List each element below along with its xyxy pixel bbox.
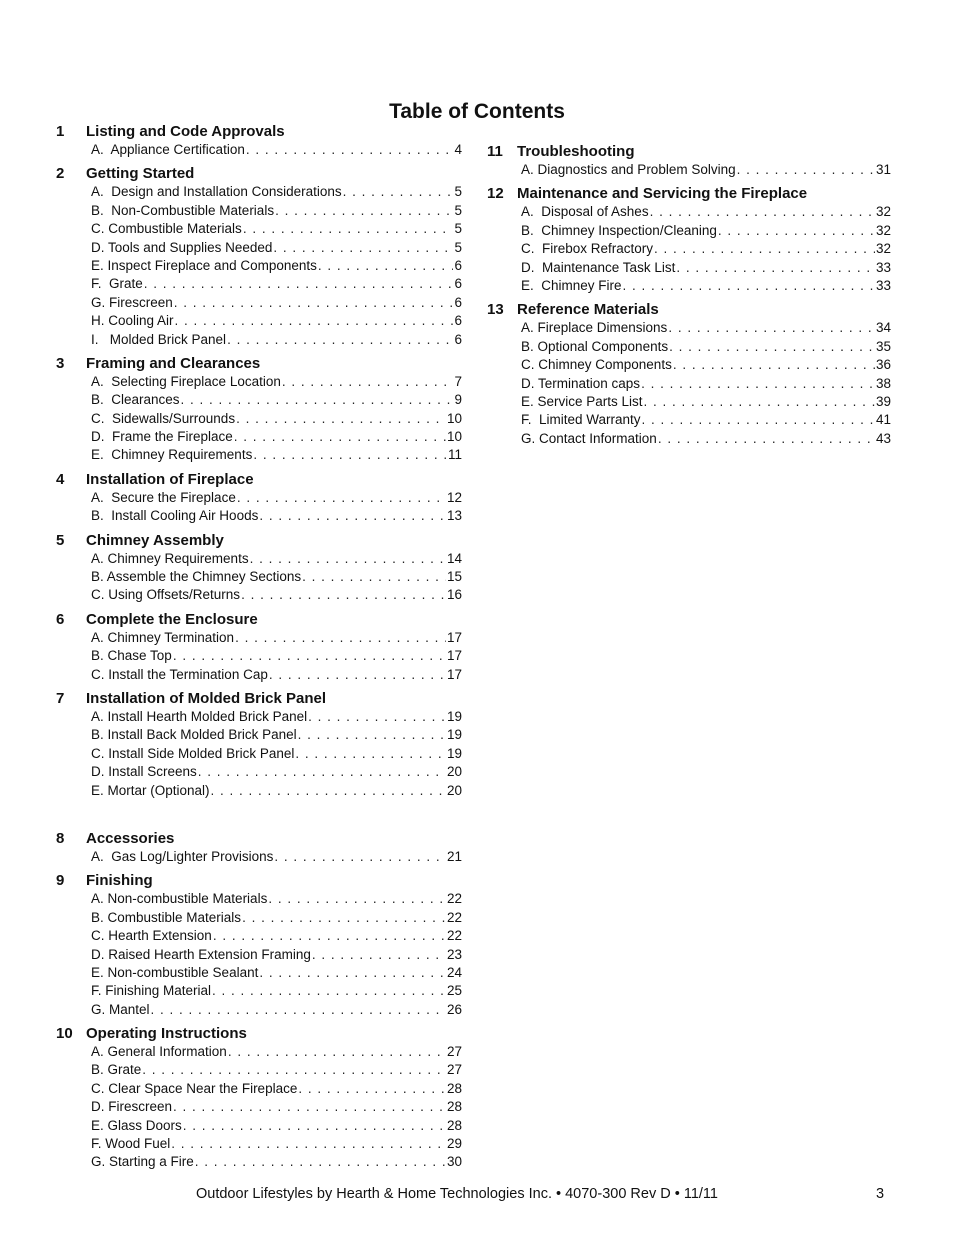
entry-label: D. Firescreen xyxy=(91,1099,173,1115)
toc-entry[interactable] xyxy=(487,356,891,374)
section-heading[interactable] xyxy=(56,165,462,183)
entry-page-number: 33 xyxy=(875,277,891,293)
entry-page-number: 6 xyxy=(454,331,462,347)
entry-label: I. Molded Brick Panel xyxy=(91,331,227,347)
toc-section xyxy=(487,185,891,295)
section-title: Installation of Fireplace xyxy=(86,470,254,488)
entry-page-number: 5 xyxy=(454,202,462,218)
entry-page-number: 25 xyxy=(446,983,462,999)
dot-leader xyxy=(250,550,446,568)
entry-label: C. Hearth Extension xyxy=(91,928,212,944)
dot-leader xyxy=(668,319,875,337)
entry-label: G. Mantel xyxy=(91,1001,150,1017)
section-title: Accessories xyxy=(86,829,175,847)
dot-leader xyxy=(312,946,446,964)
entry-label: B. Non-Combustible Materials xyxy=(91,202,275,218)
page-number: 3 xyxy=(876,1186,885,1202)
toc-entry[interactable] xyxy=(487,375,891,393)
toc-section xyxy=(56,830,462,866)
toc-entry[interactable] xyxy=(56,141,462,159)
section-number: 6 xyxy=(56,610,65,628)
dot-leader xyxy=(676,259,875,277)
toc-section xyxy=(56,471,462,526)
dot-leader xyxy=(282,373,454,391)
entry-label: D. Install Screens xyxy=(91,764,197,780)
toc-entry[interactable] xyxy=(487,240,891,258)
entry-label: E. Inspect Fireplace and Components xyxy=(91,257,317,273)
dot-leader xyxy=(243,220,454,238)
toc-entry[interactable] xyxy=(56,726,462,744)
entry-page-number: 27 xyxy=(446,1044,462,1060)
section-number: 4 xyxy=(56,470,65,488)
entry-page-number: 36 xyxy=(875,357,891,373)
toc-entry[interactable] xyxy=(56,331,462,349)
toc-entry[interactable] xyxy=(56,1135,462,1153)
entry-label: E. Service Parts List xyxy=(521,393,643,409)
entry-page-number: 32 xyxy=(875,222,891,238)
dot-leader xyxy=(644,393,875,411)
dot-leader xyxy=(295,745,446,763)
entry-page-number: 39 xyxy=(875,393,891,409)
dot-leader xyxy=(235,629,446,647)
entry-page-number: 19 xyxy=(446,745,462,761)
entry-label: C. Firebox Refractory xyxy=(521,241,654,257)
dot-leader xyxy=(173,1098,446,1116)
toc-section xyxy=(487,301,891,448)
entry-page-number: 28 xyxy=(446,1117,462,1133)
dot-leader xyxy=(144,275,454,293)
entry-label: A. Secure the Fireplace xyxy=(91,489,236,505)
toc-entry[interactable] xyxy=(56,183,462,201)
entry-page-number: 15 xyxy=(446,569,462,585)
section-title: Chimney Assembly xyxy=(86,531,224,549)
dot-leader xyxy=(174,294,454,312)
toc-entry[interactable] xyxy=(487,222,891,240)
toc-section xyxy=(56,690,462,800)
toc-entry[interactable] xyxy=(56,1001,462,1019)
toc-left-column xyxy=(56,123,462,1178)
toc-entry[interactable] xyxy=(56,410,462,428)
dot-leader xyxy=(171,1135,446,1153)
entry-page-number: 32 xyxy=(875,241,891,257)
dot-leader xyxy=(658,430,875,448)
toc-entry[interactable] xyxy=(487,161,891,179)
entry-page-number: 6 xyxy=(454,294,462,310)
toc-entry[interactable] xyxy=(487,430,891,448)
toc-entry[interactable] xyxy=(56,1043,462,1061)
entry-label: B. Combustible Materials xyxy=(91,909,242,925)
entry-page-number: 22 xyxy=(446,891,462,907)
section-title: Listing and Code Approvals xyxy=(86,123,285,140)
entry-label: D. Tools and Supplies Needed xyxy=(91,239,273,255)
dot-leader xyxy=(302,568,446,586)
dot-leader xyxy=(641,375,875,393)
toc-entry[interactable] xyxy=(487,259,891,277)
toc-entry[interactable] xyxy=(56,708,462,726)
section-heading[interactable] xyxy=(56,872,462,890)
toc-entry[interactable] xyxy=(56,568,462,586)
entry-label: G. Contact Information xyxy=(521,430,657,446)
toc-entry[interactable] xyxy=(56,257,462,275)
entry-label: D. Maintenance Task List xyxy=(521,259,676,275)
dot-leader xyxy=(228,1043,446,1061)
section-number: 3 xyxy=(56,354,65,372)
dot-leader xyxy=(673,356,875,374)
toc-entry[interactable] xyxy=(56,239,462,257)
toc-section xyxy=(56,532,462,605)
section-title: Maintenance and Servicing the Fireplace xyxy=(517,185,808,203)
entry-label: H. Cooling Air xyxy=(91,313,174,329)
section-number: 11 xyxy=(487,143,503,160)
entry-page-number: 4 xyxy=(454,142,462,157)
entry-label: A. Diagnostics and Problem Solving xyxy=(521,162,736,177)
dot-leader xyxy=(274,848,446,866)
toc-entry[interactable] xyxy=(487,277,891,295)
entry-page-number: 34 xyxy=(875,320,891,336)
section-heading[interactable] xyxy=(56,532,462,550)
toc-entry[interactable] xyxy=(56,507,462,525)
entry-label: F. Limited Warranty xyxy=(521,412,641,428)
entry-page-number: 22 xyxy=(446,928,462,944)
toc-entry[interactable] xyxy=(487,203,891,221)
entry-page-number: 26 xyxy=(446,1001,462,1017)
toc-entry[interactable] xyxy=(56,848,462,866)
dot-leader xyxy=(173,647,446,665)
entry-label: A. Chimney Termination xyxy=(91,629,235,645)
toc-entry[interactable] xyxy=(56,1098,462,1116)
dot-leader xyxy=(212,982,446,1000)
dot-leader xyxy=(227,331,453,349)
entry-page-number: 7 xyxy=(454,373,462,389)
toc-entry[interactable] xyxy=(56,550,462,568)
entry-label: E. Mortar (Optional) xyxy=(91,782,210,798)
toc-entry[interactable] xyxy=(56,391,462,409)
entry-label: A. Gas Log/Lighter Provisions xyxy=(91,848,274,864)
entry-page-number: 29 xyxy=(446,1136,462,1152)
dot-leader xyxy=(268,890,446,908)
toc-entry[interactable] xyxy=(56,629,462,647)
entry-page-number: 38 xyxy=(875,375,891,391)
entry-page-number: 6 xyxy=(454,276,462,292)
section-number: 13 xyxy=(487,301,504,319)
entry-label: B. Chase Top xyxy=(91,648,172,664)
toc-entry[interactable] xyxy=(56,647,462,665)
entry-page-number: 17 xyxy=(446,666,462,682)
section-number: 10 xyxy=(56,1025,73,1043)
entry-label: E. Chimney Requirements xyxy=(91,447,253,463)
entry-label: C. Install Side Molded Brick Panel xyxy=(91,745,295,761)
section-number: 9 xyxy=(56,872,65,890)
section-title: Installation of Molded Brick Panel xyxy=(86,689,327,707)
dot-leader xyxy=(183,1117,446,1135)
section-title: Reference Materials xyxy=(517,301,659,319)
dot-leader xyxy=(642,411,875,429)
section-title: Framing and Clearances xyxy=(86,354,261,372)
section-heading[interactable] xyxy=(56,611,462,629)
toc-entry[interactable] xyxy=(56,1061,462,1079)
entry-label: A. Non-combustible Materials xyxy=(91,891,268,907)
entry-page-number: 12 xyxy=(446,489,462,505)
entry-label: F. Grate xyxy=(91,276,143,292)
dot-leader xyxy=(669,338,875,356)
footer-text: Outdoor Lifestyles by Hearth & Home Technologies Inc. • 4070-300 Rev D • 11/11 xyxy=(196,1186,718,1202)
section-title: Troubleshooting xyxy=(517,143,635,160)
entry-label: F. Finishing Material xyxy=(91,983,212,999)
entry-label: A. Chimney Requirements xyxy=(91,550,249,566)
dot-leader xyxy=(298,726,446,744)
dot-leader xyxy=(175,312,454,330)
toc-entry[interactable] xyxy=(56,666,462,684)
toc-entry[interactable] xyxy=(56,1080,462,1098)
dot-leader xyxy=(237,489,446,507)
entry-label: B. Assemble the Chimney Sections xyxy=(91,569,302,585)
dot-leader xyxy=(211,782,446,800)
entry-label: D. Frame the Fireplace xyxy=(91,429,233,445)
toc-section xyxy=(56,123,462,159)
entry-page-number: 13 xyxy=(446,508,462,524)
entry-label: C. Clear Space Near the Fireplace xyxy=(91,1080,298,1096)
toc-entry[interactable] xyxy=(56,294,462,312)
dot-leader xyxy=(234,428,446,446)
toc-entry[interactable] xyxy=(56,890,462,908)
dot-leader xyxy=(623,277,875,295)
toc-entry[interactable] xyxy=(56,202,462,220)
toc-entry[interactable] xyxy=(56,220,462,238)
dot-leader xyxy=(242,909,446,927)
section-number: 7 xyxy=(56,689,65,707)
toc-entry[interactable] xyxy=(56,1153,462,1171)
dot-leader xyxy=(298,1080,446,1098)
dot-leader xyxy=(273,239,453,257)
section-heading[interactable] xyxy=(56,1025,462,1043)
dot-leader xyxy=(198,763,446,781)
section-title: Operating Instructions xyxy=(86,1025,247,1043)
section-heading[interactable] xyxy=(56,690,462,708)
dot-leader xyxy=(253,446,447,464)
toc-entry[interactable] xyxy=(487,393,891,411)
dot-leader xyxy=(259,964,446,982)
entry-page-number: 22 xyxy=(446,909,462,925)
dot-leader xyxy=(142,1061,446,1079)
entry-page-number: 35 xyxy=(875,338,891,354)
entry-page-number: 30 xyxy=(446,1154,462,1170)
entry-label: E. Chimney Fire xyxy=(521,277,622,293)
dot-leader xyxy=(241,586,446,604)
entry-page-number: 6 xyxy=(454,257,462,273)
toc-entry[interactable] xyxy=(56,312,462,330)
toc-section xyxy=(487,143,891,179)
section-heading[interactable] xyxy=(56,355,462,373)
toc-entry[interactable] xyxy=(56,489,462,507)
entry-page-number: 5 xyxy=(454,239,462,255)
toc-entry[interactable] xyxy=(56,586,462,604)
toc-entry[interactable] xyxy=(56,964,462,982)
entry-label: F. Wood Fuel xyxy=(91,1136,171,1152)
entry-label: B. Install Back Molded Brick Panel xyxy=(91,727,297,743)
dot-leader xyxy=(213,927,446,945)
entry-page-number: 33 xyxy=(875,259,891,275)
entry-page-number: 19 xyxy=(446,708,462,724)
entry-page-number: 6 xyxy=(454,313,462,329)
toc-entry[interactable] xyxy=(56,745,462,763)
entry-label: C. Sidewalls/Surrounds xyxy=(91,410,236,426)
toc-section xyxy=(56,611,462,684)
toc-entry[interactable] xyxy=(487,338,891,356)
section-number: 2 xyxy=(56,165,65,183)
entry-label: A. Fireplace Dimensions xyxy=(521,320,668,336)
dot-leader xyxy=(236,410,446,428)
entry-label: D. Raised Hearth Extension Framing xyxy=(91,946,311,962)
dot-leader xyxy=(654,240,875,258)
entry-page-number: 31 xyxy=(875,162,891,177)
entry-page-number: 28 xyxy=(446,1080,462,1096)
entry-label: D. Termination caps xyxy=(521,375,641,391)
entry-label: B. Grate xyxy=(91,1062,142,1078)
entry-page-number: 9 xyxy=(454,392,462,408)
section-number: 5 xyxy=(56,531,65,549)
toc-entry[interactable] xyxy=(56,275,462,293)
entry-label: C. Combustible Materials xyxy=(91,221,242,237)
entry-page-number: 27 xyxy=(446,1062,462,1078)
entry-page-number: 5 xyxy=(454,184,462,200)
entry-label: B. Clearances xyxy=(91,392,180,408)
entry-label: G. Starting a Fire xyxy=(91,1154,194,1170)
entry-label: C. Using Offsets/Returns xyxy=(91,587,241,603)
entry-page-number: 11 xyxy=(447,447,462,463)
entry-label: C. Install the Termination Cap xyxy=(91,666,268,682)
section-number: 8 xyxy=(56,829,65,847)
entry-page-number: 14 xyxy=(446,550,462,566)
toc-entry[interactable] xyxy=(56,982,462,1000)
entry-label: B. Optional Components xyxy=(521,338,669,354)
dot-leader xyxy=(181,391,454,409)
entry-page-number: 41 xyxy=(875,412,891,428)
entry-label: G. Firescreen xyxy=(91,294,173,310)
section-title: Getting Started xyxy=(86,165,195,183)
toc-section xyxy=(56,355,462,465)
dot-leader xyxy=(259,507,446,525)
entry-page-number: 23 xyxy=(446,946,462,962)
toc-entry[interactable] xyxy=(487,319,891,337)
toc-entry[interactable] xyxy=(487,411,891,429)
toc-entry[interactable] xyxy=(56,373,462,391)
toc-right-column xyxy=(487,143,891,454)
entry-label: A. Disposal of Ashes xyxy=(521,204,649,220)
entry-label: A. General Information xyxy=(91,1044,227,1060)
toc-entry[interactable] xyxy=(56,446,462,464)
entry-label: C. Chimney Components xyxy=(521,357,672,373)
entry-label: B. Install Cooling Air Hoods xyxy=(91,508,259,524)
dot-leader xyxy=(151,1001,446,1019)
entry-label: A. Appliance Certification xyxy=(91,142,245,157)
dot-leader xyxy=(308,708,446,726)
toc-entry[interactable] xyxy=(56,946,462,964)
dot-leader xyxy=(246,141,454,159)
entry-page-number: 28 xyxy=(446,1099,462,1115)
entry-page-number: 10 xyxy=(446,410,462,426)
dot-leader xyxy=(195,1153,446,1171)
entry-label: E. Glass Doors xyxy=(91,1117,182,1133)
entry-label: E. Non-combustible Sealant xyxy=(91,964,259,980)
entry-page-number: 20 xyxy=(446,764,462,780)
toc-section xyxy=(56,165,462,349)
dot-leader xyxy=(650,203,875,221)
entry-page-number: 10 xyxy=(446,429,462,445)
toc-section xyxy=(56,872,462,1019)
toc-entry[interactable] xyxy=(56,909,462,927)
section-title: Finishing xyxy=(86,872,153,890)
entry-page-number: 17 xyxy=(446,648,462,664)
toc-entry[interactable] xyxy=(56,1117,462,1135)
dot-leader xyxy=(269,666,446,684)
section-heading[interactable] xyxy=(487,301,891,319)
dot-leader xyxy=(318,257,454,275)
toc-entry[interactable] xyxy=(56,927,462,945)
section-title: Complete the Enclosure xyxy=(86,610,258,628)
entry-page-number: 19 xyxy=(446,727,462,743)
toc-entry[interactable] xyxy=(56,782,462,800)
entry-page-number: 21 xyxy=(446,848,462,864)
entry-page-number: 5 xyxy=(454,221,462,237)
toc-entry[interactable] xyxy=(56,428,462,446)
entry-label: A. Design and Installation Considerations xyxy=(91,184,342,200)
section-heading[interactable] xyxy=(56,830,462,848)
entry-page-number: 43 xyxy=(875,430,891,446)
section-heading[interactable] xyxy=(56,123,462,141)
dot-leader xyxy=(275,202,453,220)
entry-label: A. Selecting Fireplace Location xyxy=(91,373,281,389)
entry-label: B. Chimney Inspection/Cleaning xyxy=(521,222,717,238)
entry-page-number: 32 xyxy=(875,204,891,220)
toc-section xyxy=(56,1025,462,1172)
entry-page-number: 24 xyxy=(446,964,462,980)
toc-entry[interactable] xyxy=(56,763,462,781)
entry-label: A. Install Hearth Molded Brick Panel xyxy=(91,708,308,724)
section-heading[interactable] xyxy=(487,185,891,203)
entry-page-number: 20 xyxy=(446,782,462,798)
dot-leader xyxy=(718,222,875,240)
entry-page-number: 16 xyxy=(446,587,462,603)
page-title: Table of Contents xyxy=(389,100,565,123)
section-heading[interactable] xyxy=(56,471,462,489)
entry-page-number: 17 xyxy=(446,629,462,645)
section-number: 12 xyxy=(487,185,504,203)
section-heading[interactable] xyxy=(487,143,891,161)
dot-leader xyxy=(343,183,454,201)
section-number: 1 xyxy=(56,123,65,140)
dot-leader xyxy=(737,161,875,179)
